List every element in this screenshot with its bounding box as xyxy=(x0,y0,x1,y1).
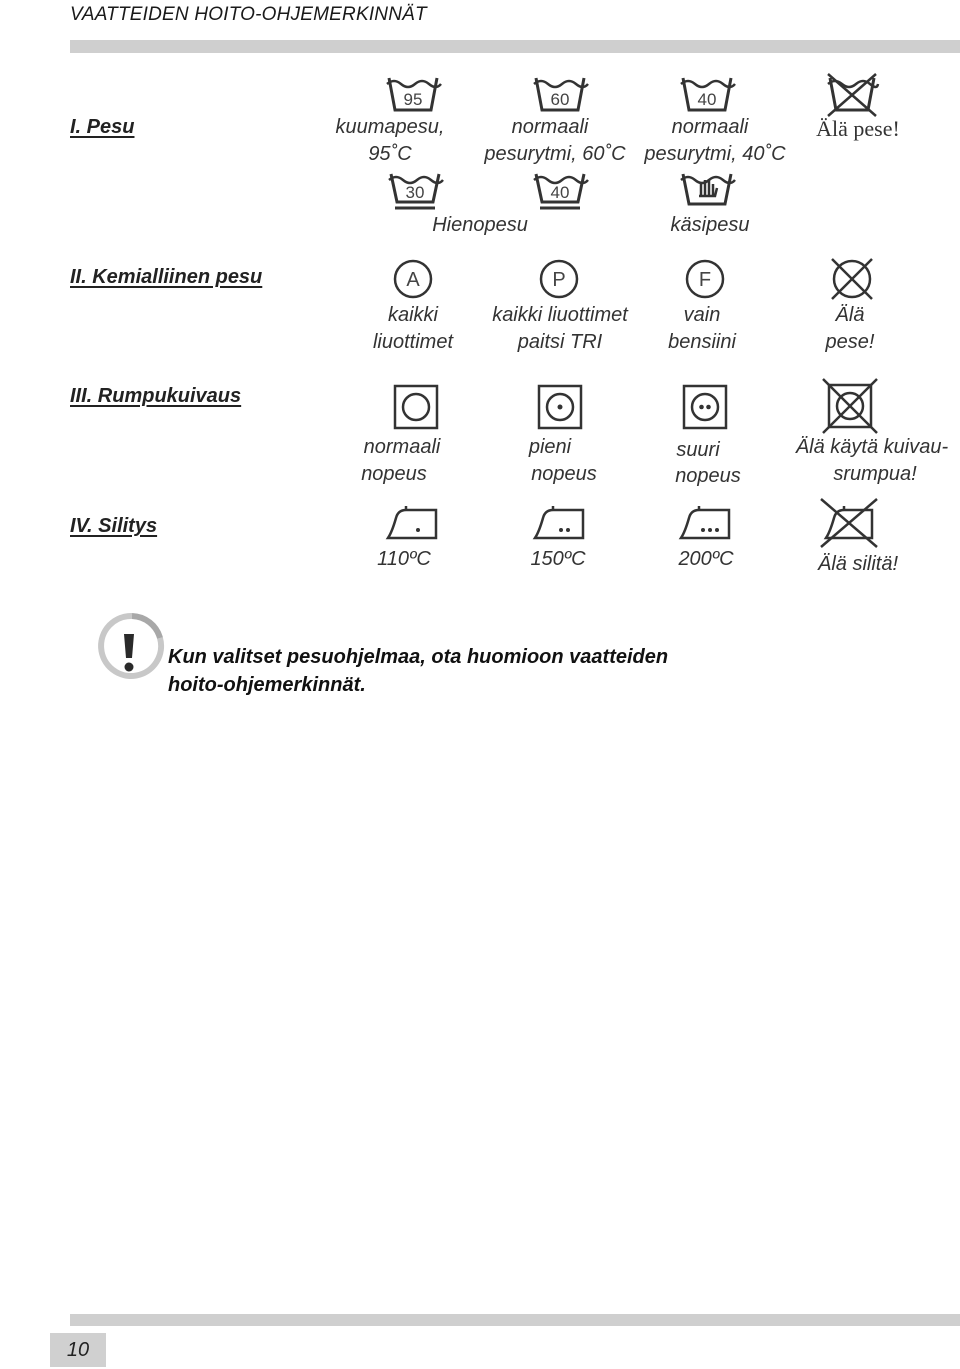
page-title: VAATTEIDEN HOITO-OHJEMERKINNÄT xyxy=(70,4,427,25)
section-wash-heading: I. Pesu xyxy=(70,116,135,138)
no-iron-label: Älä silitä! xyxy=(817,553,899,575)
iron-high-icon xyxy=(677,504,733,544)
tumble-high-label-1: suuri xyxy=(676,439,720,461)
tumble-low-icon xyxy=(537,384,583,430)
dryclean-p-label-2: paitsi TRI xyxy=(517,331,603,353)
wash-95-label-2: 95˚C xyxy=(368,143,412,165)
dryclean-f-label-2: bensiini xyxy=(668,331,736,353)
svg-text:30: 30 xyxy=(405,183,425,202)
dryclean-a-label-2: liuottimet xyxy=(372,331,454,353)
dryclean-p-label-1: kaikki liuottimet xyxy=(492,304,628,326)
care-note xyxy=(168,643,668,699)
iron-medium-icon xyxy=(531,504,587,544)
tumble-normal-label-2: nopeus xyxy=(361,463,427,485)
wash-60-icon xyxy=(532,76,588,116)
iron-low-label: 110ºC xyxy=(377,548,431,570)
svg-text:A: A xyxy=(406,269,420,291)
dryclean-p-icon xyxy=(538,258,580,300)
tumble-low-label-2: nopeus xyxy=(531,463,597,485)
svg-text:P: P xyxy=(552,269,566,291)
dryclean-a-icon xyxy=(392,258,434,300)
no-tumble-label-1: Älä käytä kuivau- xyxy=(795,436,949,458)
tumble-high-label-2: nopeus xyxy=(675,465,741,487)
header-rule xyxy=(70,40,960,53)
svg-text:40: 40 xyxy=(550,183,570,202)
section-iron-heading: IV. Silitys xyxy=(70,515,158,537)
no-dryclean-label-2: pese! xyxy=(825,331,875,353)
hand-wash-label: käsipesu xyxy=(670,214,750,236)
svg-text:F: F xyxy=(698,269,712,291)
no-wash-icon xyxy=(824,72,880,118)
wash-60-label-1: normaali xyxy=(511,116,589,138)
wash-40-icon xyxy=(679,76,735,116)
dryclean-a-label-1: kaikki xyxy=(387,304,438,326)
iron-low-icon xyxy=(384,504,440,544)
no-tumble-label-2: srumpua! xyxy=(833,463,917,485)
tumble-low-label-1: pieni xyxy=(528,436,572,458)
svg-text:60: 60 xyxy=(550,90,570,109)
section-dryclean-heading: II. Kemialliinen pesu xyxy=(70,266,263,288)
dryclean-f-icon xyxy=(684,258,726,300)
hand-wash-icon xyxy=(679,166,735,212)
wash-95-label-1: kuumapesu, xyxy=(335,116,445,138)
no-dryclean-icon xyxy=(829,256,875,302)
dryclean-f-label-1: vain xyxy=(683,304,721,326)
iron-medium-label: 150ºC xyxy=(530,548,586,570)
page-number: 10 xyxy=(50,1333,106,1367)
no-wash-label: Älä pese! xyxy=(816,116,900,141)
care-note-line-1: Kun valitset pesuohjelmaa, ota huomioon vaatteiden xyxy=(168,646,669,668)
no-iron-icon xyxy=(818,496,880,550)
wash-95-icon xyxy=(385,76,441,116)
tumble-normal-label-1: normaali xyxy=(363,436,441,458)
no-tumble-icon xyxy=(820,376,880,436)
no-dryclean-label-1: Älä xyxy=(835,304,865,326)
tumble-high-icon xyxy=(682,384,728,430)
tumble-normal-icon xyxy=(393,384,439,430)
wash-40-label-2: pesurytmi, 40˚C xyxy=(644,143,786,165)
svg-text:95: 95 xyxy=(403,90,423,109)
gentle-label: Hienopesu xyxy=(432,214,528,236)
section-tumble-heading: III. Rumpukuivaus xyxy=(70,385,242,407)
care-note-line-2: hoito-ohjemerkinnät. xyxy=(168,674,366,696)
footer-rule xyxy=(70,1314,960,1326)
iron-high-label: 200ºC xyxy=(678,548,734,570)
warning-icon xyxy=(94,612,168,678)
wash-40-label-1: normaali xyxy=(671,116,749,138)
wash-60-label-2: pesurytmi, 60˚C xyxy=(484,143,626,165)
svg-text:40: 40 xyxy=(697,90,717,109)
